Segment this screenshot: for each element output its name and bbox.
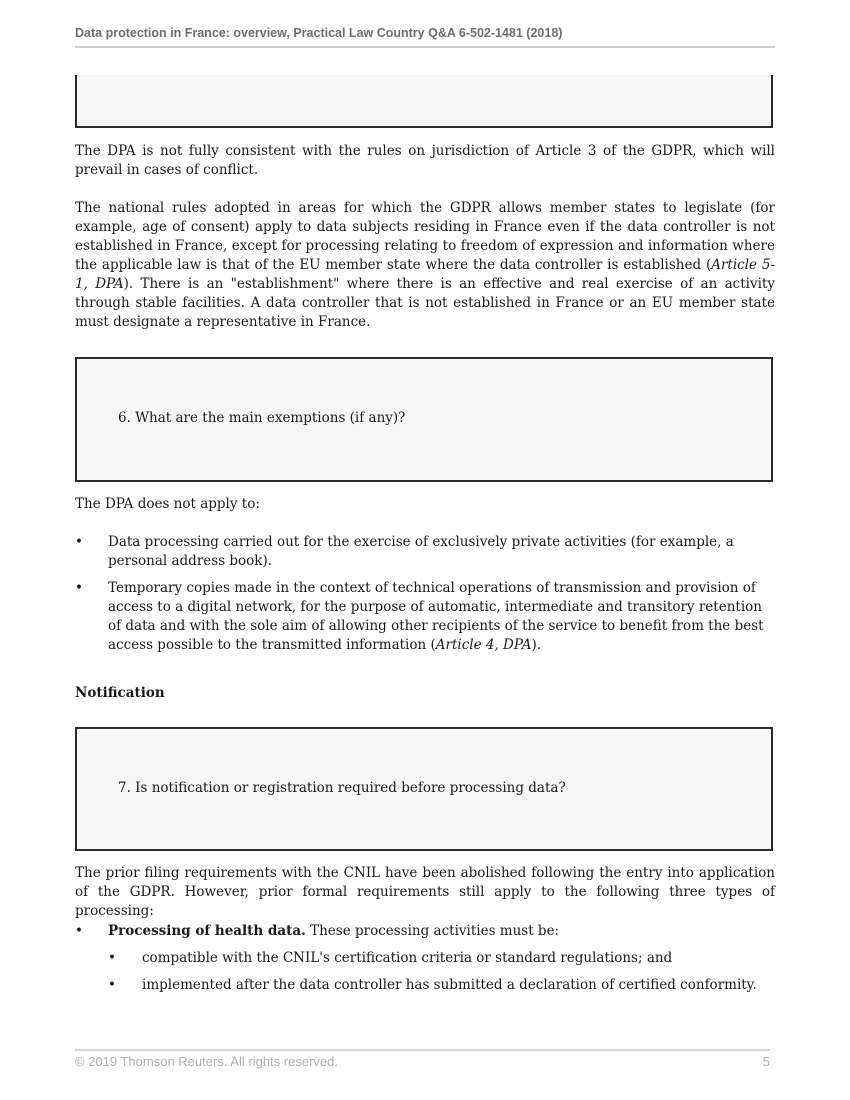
temporary-text-2: ). (531, 637, 542, 653)
bullet-icon: • (75, 534, 83, 550)
question-7-text: 7. Is notification or registration required before processing data? (118, 780, 566, 796)
question-6-box (75, 357, 773, 482)
exemptions-lead: The DPA does not apply to: (75, 496, 260, 512)
temporary-text-1: Temporary copies made in the context of technical operations of transmission and provision of access to a digital network, for the purpose of automatic, intermediate and transitory retention of data and with the sole aim of allowing other recipients of the service to benefit from the best access possible to the transmitted information ( (108, 580, 764, 653)
implemented-text: implemented after the data controller has submitted a declaration of certified conformity. (142, 977, 757, 993)
question-7-box (75, 727, 773, 851)
national-rules-text-2: ). There is an "establishment" where there is an effective and real exercise of an activity through stable facilities. A data controller that is not established in France or an EU member state must designate a representative in France. (75, 276, 775, 330)
question-6-text: 6. What are the main exemptions (if any)? (118, 410, 406, 426)
footer-copyright: © 2019 Thomson Reuters. All rights reserved. (75, 1054, 338, 1069)
compatible-text: compatible with the CNIL's certification criteria or standard regulations; and (142, 950, 673, 966)
jurisdiction-paragraph: The DPA is not fully consistent with the rules on jurisdiction of Article 3 of the GDPR, which will prevail in cases of conflict. (75, 143, 775, 178)
article-5-1-citation: Article 5-1, DPA (75, 257, 775, 292)
footer-divider (75, 1049, 770, 1051)
prior-filing-paragraph: The prior filing requirements with the CNIL have been abolished following the entry into application of the GDPR. However, prior formal requirements still apply to the following three types of processing: (75, 865, 775, 919)
document-header-title: Data protection in France: overview, Practical Law Country Q&A 6-502-1481 (2018) (75, 26, 563, 40)
bullet-icon: • (108, 950, 116, 966)
notification-section-title: Notification (75, 685, 165, 701)
bullet-icon: • (108, 977, 116, 993)
page-number: 5 (762, 1054, 770, 1069)
exemption-private-text: Data processing carried out for the exercise of exclusively private activities (for example, a personal address book). (108, 534, 734, 569)
health-data-text (108, 922, 773, 941)
bullet-icon: • (75, 923, 83, 939)
article-4-citation: Article 4, DPA (435, 637, 532, 653)
national-rules-paragraph (75, 199, 775, 332)
health-data-heading: Processing of health data. (108, 923, 306, 939)
exemption-temporary-text (108, 579, 773, 655)
health-data-rest: These processing activities must be: (305, 923, 560, 939)
national-rules-text-1: The national rules adopted in areas for which the GDPR allows member states to legislate (for example, age of consent) apply to data subjects residing in France even if the data controller is not established in France, except for processing relating to freedom of expression and information where the applicable law is that of the EU member state where the data controller is established ( (75, 200, 775, 273)
bullet-icon: • (75, 580, 83, 596)
header-divider (75, 46, 775, 48)
previous-question-box (75, 75, 773, 128)
